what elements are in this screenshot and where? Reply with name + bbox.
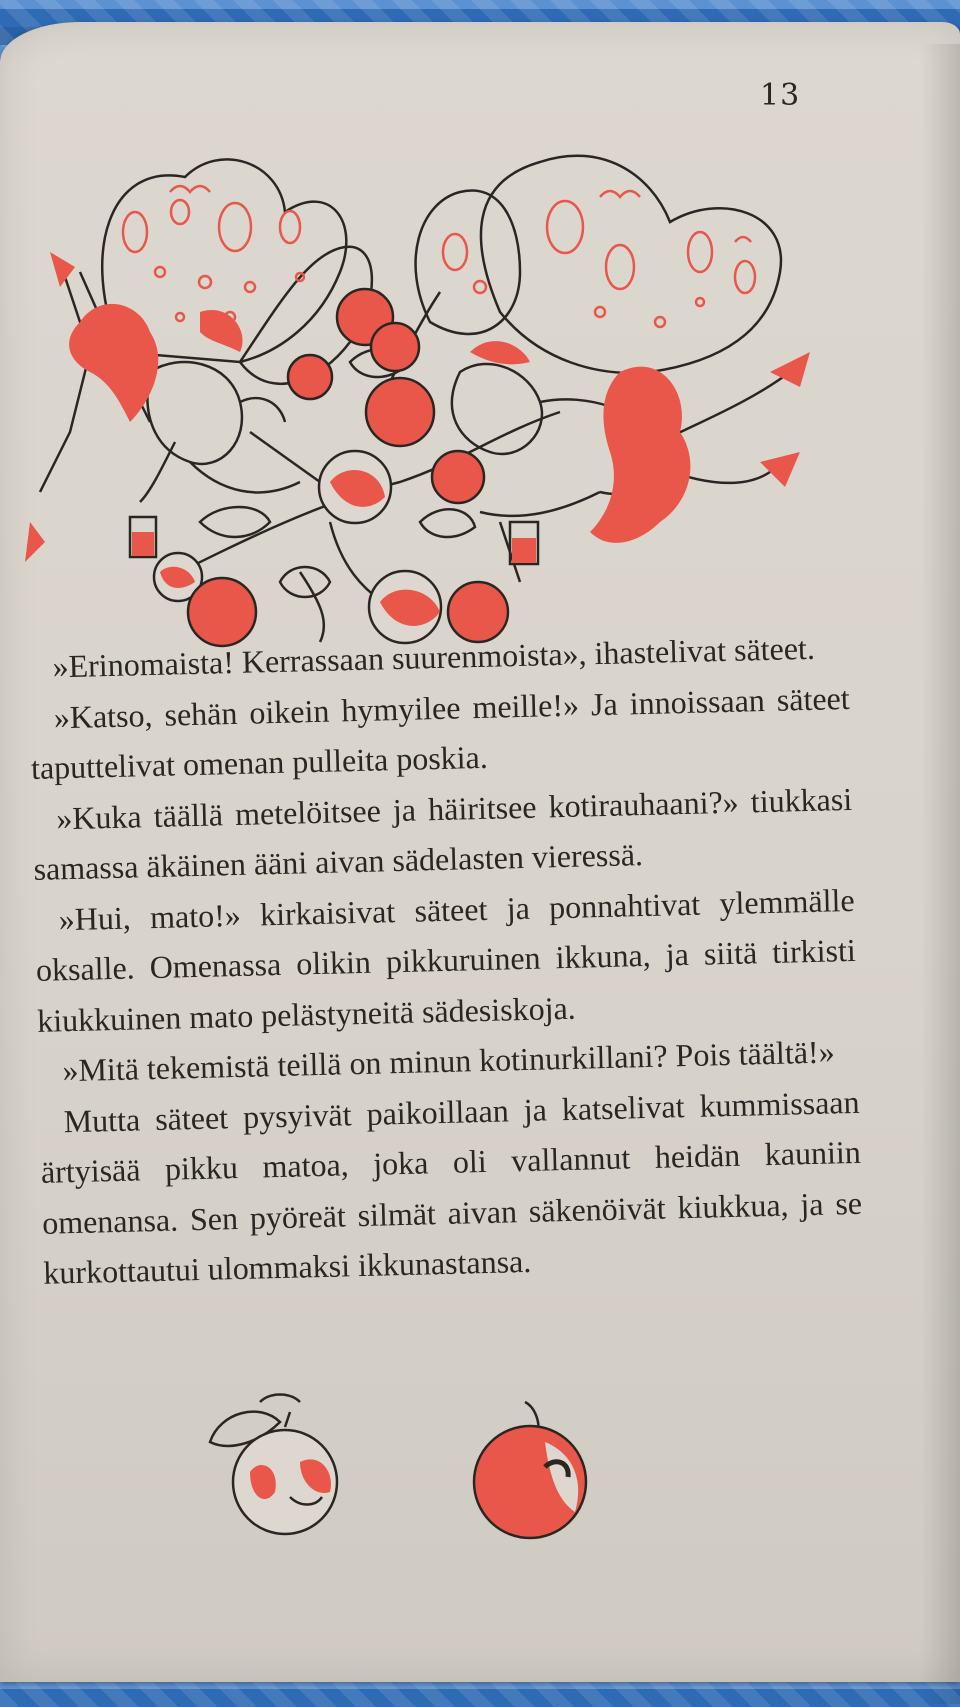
apple-with-worm: [474, 1402, 586, 1538]
paragraph: Mutta säteet pysyivät paikoillaan ja katselivat kummissaan ärtyisää pikku matoa, joka oli vallannut heidän kauniin omenansa. Sen pyöreät silmät aivan säkenöivät kiukkua, ja se kurkottautui ulommaksi ikkunastansa.: [40, 1083, 863, 1291]
right-fairy-red-flames: [470, 341, 810, 543]
story-text: [28, 622, 864, 1298]
right-wing-spots: [443, 191, 755, 327]
right-fairy-wings: [416, 156, 781, 373]
paragraph: »Hui, mato!» kirkaisivat säteet ja ponnahtivat ylemmälle oksalle. Omenassa olikin pikkuruinen ikkuna, ja siitä tirkisti kiukkuinen mato pelästyneitä sädesiskoja.: [35, 881, 857, 1039]
paragraph: »Kuka täällä metelöitsee ja häiritsee kotirauhaani?» tiukkasi samassa äkäinen ääni aivan sädelasten vieressä.: [33, 780, 853, 887]
book-page: [0, 22, 960, 1682]
page-edge-shadow: [920, 44, 960, 1704]
left-wing-spots: [123, 186, 304, 322]
fairies-illustration: [0, 102, 960, 662]
page-number: 13: [760, 78, 801, 113]
paragraph: »Katso, sehän oikein hymyilee meille!» Ja innoissaan säteet taputtelivat omenan pulleita poskia.: [30, 679, 851, 786]
bottom-apples-illustration: [190, 1382, 650, 1542]
left-fairy: [40, 262, 320, 502]
paragraph: »Erinomaista! Kerrassaan suurenmoista», ihastelivat säteet.: [52, 629, 816, 685]
paragraph: »Mitä tekemistä teillä on minun kotinurkillani? Pois täältä!»: [62, 1033, 835, 1089]
smiling-apple: [210, 1395, 337, 1535]
apples: [154, 289, 508, 646]
